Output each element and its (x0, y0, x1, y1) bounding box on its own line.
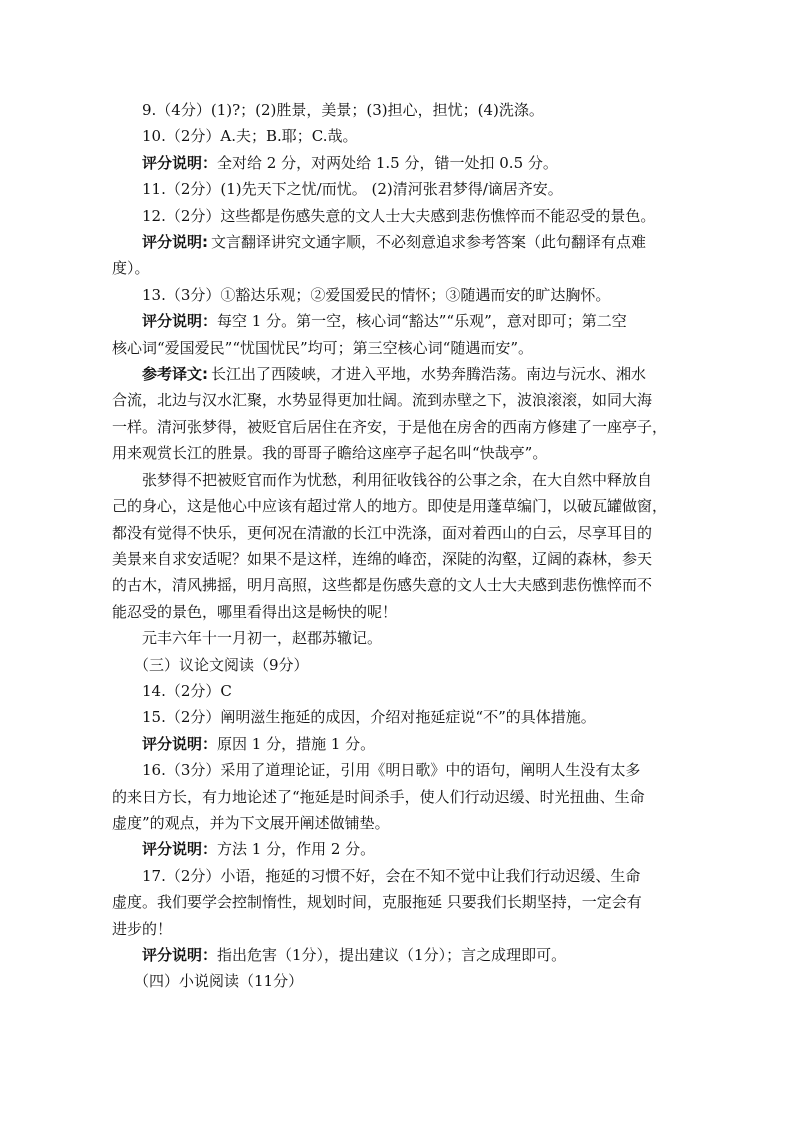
scoring-label: 评分说明： (142, 734, 218, 753)
scoring-note-12 (112, 229, 684, 255)
scoring-text: 方法 1 分，作用 2 分。 (217, 840, 376, 859)
answer-11: 11.（2分）(1)先天下之忧/而忧。 (2)清河张君梦得/谪居齐安。 (142, 180, 563, 199)
answer-14: 14.（2分）C (142, 681, 232, 700)
scoring-text: 指出危害（1分），提出建议（1分）；言之成理即可。 (217, 946, 567, 964)
scoring-note-15 (112, 731, 684, 757)
scoring-text: 文言翻译讲究文通字顺，不必刻意追求参考答案（此句翻译有点难 (211, 233, 647, 252)
scoring-label: 评分说明： (142, 840, 218, 859)
answer-16-cont: 虚度”的观点，并为下文展开阐述做铺垫。 (112, 813, 390, 832)
scoring-note-10 (112, 150, 684, 176)
answer-16: 16.（3分）采用了道理论证，引用《明日歌》中的语句，阐明人生没有太多 (142, 761, 641, 780)
scoring-note-13 (112, 308, 684, 334)
scoring-colon: : (202, 233, 209, 252)
translation-line: 的古木，清风拂摇，明月高照，这些都是伤感失意的文人士大夫感到悲伤憔悴而不 (112, 576, 653, 595)
answer-17-cont: 进步的！ (112, 919, 173, 938)
translation-line: 都没有觉得不快乐，更何况在清澈的长江中洗涤，面对着西山的白云，尽享耳目的 (112, 523, 653, 542)
answer-17-cont: 虚度。我们要学会控制惰性，规划时间，克服拖延 只要我们长期坚持，一定会有 (112, 893, 642, 912)
answer-13: 13.（3分）①豁达乐观；②爱国爱民的情怀；③随遇而安的旷达胸怀。 (142, 285, 611, 304)
translation-line: 合流，北边与汉水汇聚，水势显得更加壮阔。流到赤壁之下，波浪滚滚，如同大海 (112, 391, 653, 410)
scoring-note-16 (112, 836, 684, 862)
translation-line: 用来观赏长江的胜景。我的哥哥子瞻给这座亭子起名叫“快哉亭”。 (112, 444, 548, 463)
answer-9: 9.（4分）(1)?；(2)胜景，美景；(3)担心，担忧；(4)洗涤。 (142, 101, 544, 119)
translation-line: 张梦得不把被贬官而作为忧愁，利用征收钱谷的公事之余，在大自然中释放自 (142, 470, 653, 489)
translation-line: 美景来自求安适呢？如果不是这样，连绵的峰峦，深陡的沟壑，辽阔的森林，参天 (112, 549, 653, 568)
scoring-label: 评分说明 (142, 233, 203, 252)
answer-17: 17.（2分）小语，拖延的习惯不好，会在不知不觉中让我们行动迟缓、生命 (142, 866, 641, 885)
scoring-text: 原因 1 分，措施 1 分。 (217, 734, 376, 753)
scoring-text: 全对给 2 分，对两处给 1.5 分，错一处扣 0.5 分。 (217, 153, 558, 172)
reference-label: 参考译文 (142, 365, 203, 384)
scoring-label: 评分说明： (142, 312, 218, 331)
reference-colon: : (202, 365, 209, 384)
translation-line: 一样。清河张梦得，被贬官后居住在齐安，于是他在房舍的西南方修建了一座亭子， (112, 417, 668, 436)
scoring-label: 评分说明： (142, 153, 218, 172)
scoring-note-13-cont: 核心词“爱国爱民”“忧国忧民”均可；第三空核心词“随遇而安”。 (112, 338, 534, 357)
reference-translation (112, 361, 684, 387)
translation-line: 元丰六年十一月初一，赵郡苏辙记。 (142, 629, 383, 648)
scoring-note-12-cont: 度）。 (112, 259, 150, 278)
translation-text: 长江出了西陵峡，才进入平地，水势奔腾浩荡。南边与沅水、湘水 (211, 365, 647, 384)
answer-12: 12.（2分）这些都是伤感失意的文人士大夫感到悲伤憔悴而不能忍受的景色。 (142, 206, 656, 225)
section-heading-novel: （四）小说阅读（11分） (134, 972, 304, 991)
answer-content (112, 97, 684, 995)
answer-10: 10.（2分）A.夫；B.耶；C.哉。 (142, 127, 358, 146)
section-heading-argumentative: （三）议论文阅读（9分） (134, 655, 309, 674)
answer-15: 15.（2分）阐明滋生拖延的成因，介绍对拖延症说“不”的具体措施。 (142, 708, 596, 727)
scoring-note-17 (112, 942, 684, 968)
translation-line: 己的身心，这是他心中应该有超过常人的地方。即使是用蓬草编门，以破瓦罐做窗， (112, 497, 668, 516)
translation-line: 能忍受的景色，哪里看得出这是畅快的呢！ (112, 602, 398, 621)
scoring-text: 每空 1 分。第一空，核心词“豁达”“乐观”，意对即可；第二空 (217, 312, 627, 331)
scoring-label: 评分说明： (142, 946, 218, 964)
answer-16-cont: 的来日方长，有力地论述了“拖延是时间杀手，使人们行动迟缓、时光扭曲、生命 (112, 787, 645, 806)
